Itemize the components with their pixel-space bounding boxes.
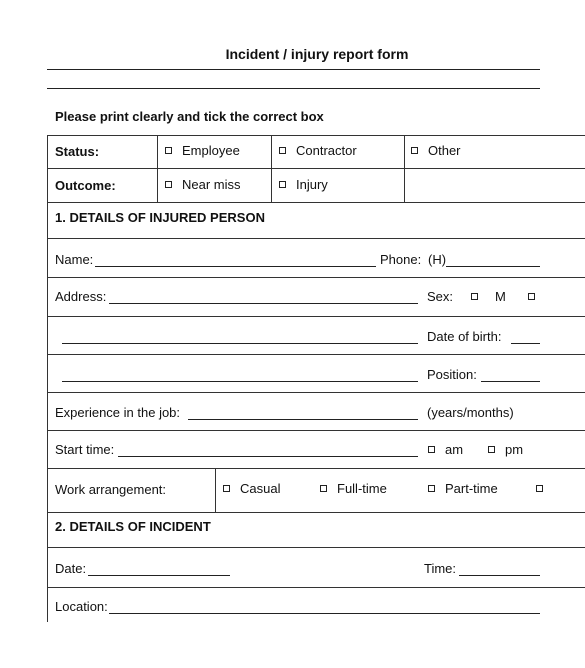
phone-field[interactable] <box>446 266 540 267</box>
table-line <box>47 430 585 431</box>
table-line <box>47 547 585 548</box>
table-line <box>47 238 585 239</box>
sex-f-checkbox[interactable] <box>528 289 545 305</box>
outcome-label: Outcome: <box>55 178 116 193</box>
table-line <box>47 354 585 355</box>
table-divider <box>404 135 405 202</box>
checkbox-box[interactable] <box>223 485 230 492</box>
address-label: Address: <box>55 289 107 304</box>
address-field-3[interactable] <box>62 381 418 382</box>
name-label: Name: <box>55 252 94 267</box>
checkbox-box[interactable] <box>279 147 286 154</box>
position-label: Position: <box>427 367 477 382</box>
table-line <box>47 587 585 588</box>
checkbox-box[interactable] <box>471 293 478 300</box>
checkbox-box[interactable] <box>536 485 543 492</box>
status-other-checkbox[interactable]: Other <box>411 143 461 159</box>
experience-label: Experience in the job: <box>55 405 181 420</box>
outcome-near-miss-checkbox[interactable]: Near miss <box>165 177 241 193</box>
checkbox-box[interactable] <box>165 147 172 154</box>
section1-heading: 1. DETAILS OF INJURED PERSON <box>55 210 265 225</box>
start-time-am-checkbox[interactable]: am <box>428 442 463 458</box>
start-time-label: Start time: <box>55 442 115 457</box>
checkbox-box[interactable] <box>428 446 435 453</box>
work-full-time-checkbox[interactable]: Full-time <box>320 481 387 497</box>
sex-m-checkbox[interactable]: M <box>471 289 506 305</box>
table-divider <box>271 135 272 202</box>
position-field[interactable] <box>481 381 540 382</box>
work-part-time-checkbox[interactable]: Part-time <box>428 481 498 497</box>
work-other-checkbox[interactable] <box>536 481 553 497</box>
location-field[interactable] <box>109 613 540 614</box>
table-line <box>47 277 585 278</box>
checkbox-box[interactable] <box>528 293 535 300</box>
table-line <box>47 392 585 393</box>
date-label: Date: <box>55 561 87 576</box>
checkbox-box[interactable] <box>320 485 327 492</box>
time-field[interactable] <box>459 575 540 576</box>
checkbox-box[interactable] <box>165 181 172 188</box>
status-label: Status: <box>55 144 100 159</box>
dob-label: Date of birth: <box>427 329 502 344</box>
title-rule-top <box>47 69 540 70</box>
checkbox-box[interactable] <box>428 485 435 492</box>
title-rule-bottom <box>47 88 540 89</box>
checkbox-box[interactable] <box>488 446 495 453</box>
checkbox-box[interactable] <box>279 181 286 188</box>
status-contractor-checkbox[interactable]: Contractor <box>279 143 357 159</box>
time-label: Time: <box>424 561 457 576</box>
name-field[interactable] <box>95 266 376 267</box>
address-field-1[interactable] <box>109 303 418 304</box>
table-divider <box>157 135 158 202</box>
checkbox-box[interactable] <box>411 147 418 154</box>
table-left-border <box>47 135 48 622</box>
table-line <box>47 468 585 469</box>
table-line <box>47 316 585 317</box>
date-field[interactable] <box>88 575 230 576</box>
location-label: Location: <box>55 599 108 614</box>
status-employee-checkbox[interactable]: Employee <box>165 143 240 159</box>
section2-heading: 2. DETAILS OF INCIDENT <box>55 519 211 534</box>
table-line <box>47 135 585 136</box>
experience-field[interactable] <box>188 419 418 420</box>
work-casual-checkbox[interactable]: Casual <box>223 481 280 497</box>
sex-label: Sex: <box>427 289 454 304</box>
phone-home-label: (H) <box>428 252 447 267</box>
form-title: Incident / injury report form <box>225 46 409 62</box>
table-divider <box>215 468 216 512</box>
experience-unit: (years/months) <box>427 405 514 420</box>
table-line <box>47 202 585 203</box>
start-time-field[interactable] <box>118 456 418 457</box>
dob-field[interactable] <box>511 343 540 344</box>
start-time-pm-checkbox[interactable]: pm <box>488 442 523 458</box>
outcome-injury-checkbox[interactable]: Injury <box>279 177 328 193</box>
work-arrangement-label: Work arrangement: <box>55 482 167 497</box>
address-field-2[interactable] <box>62 343 418 344</box>
phone-label: Phone: <box>380 252 422 267</box>
table-line <box>47 512 585 513</box>
form-instruction: Please print clearly and tick the correct box <box>55 109 324 124</box>
table-line <box>47 168 585 169</box>
